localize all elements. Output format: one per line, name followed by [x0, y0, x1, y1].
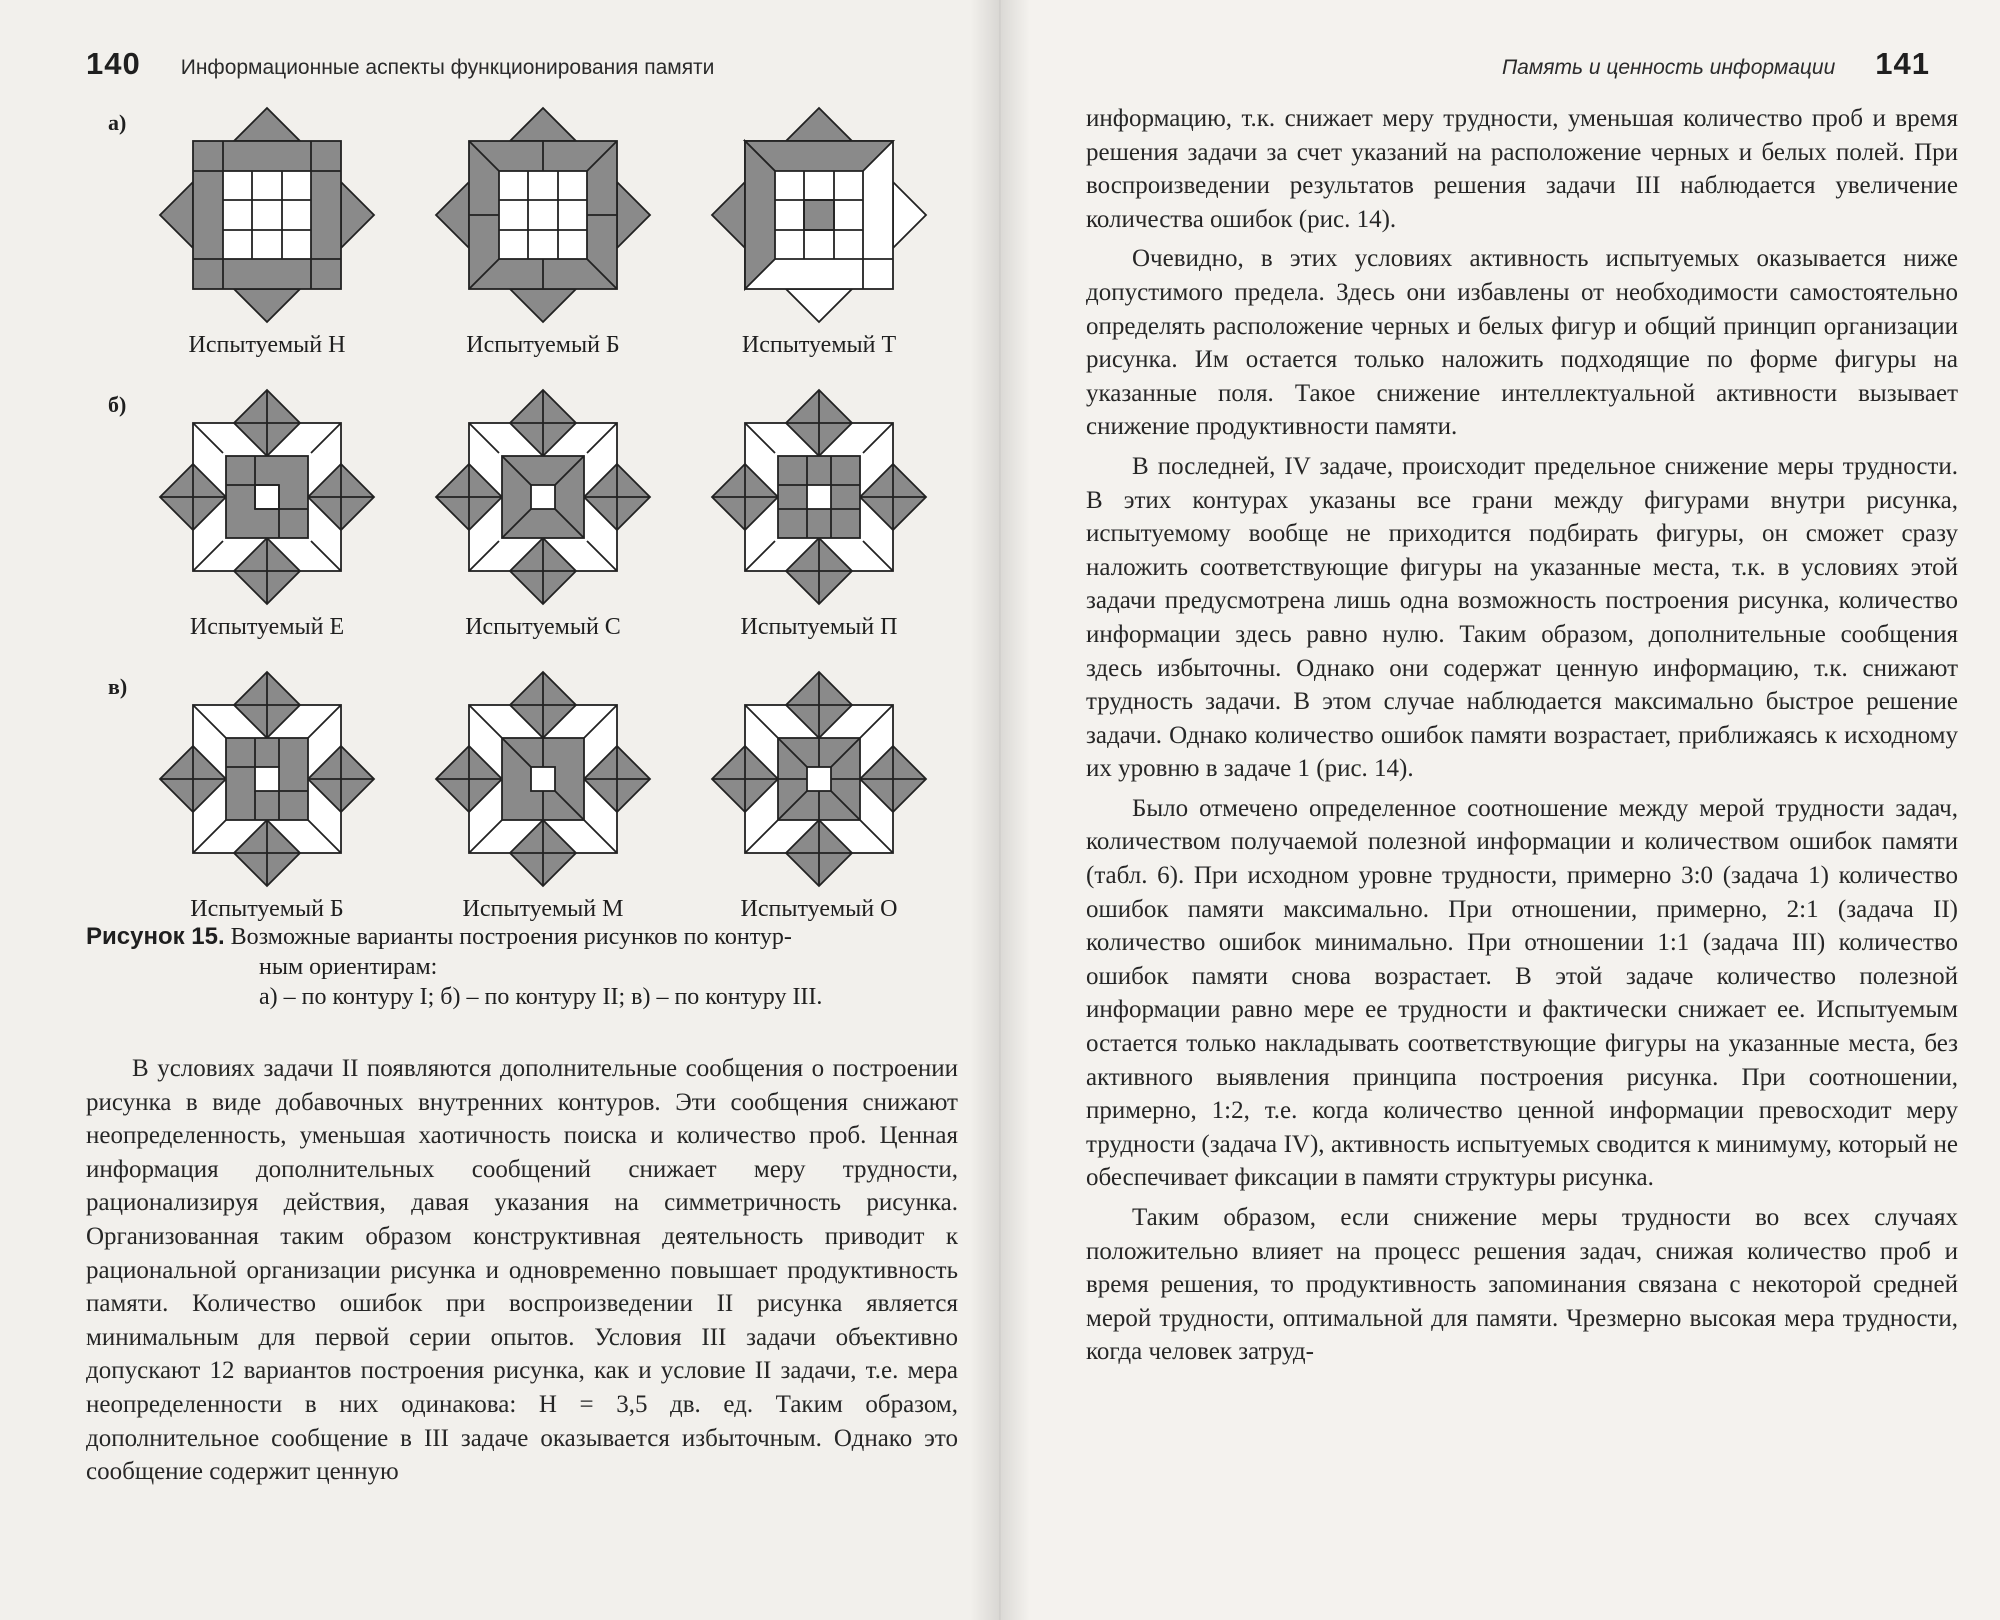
paragraph: Таким образом, если снижение меры трудности во всех случаях положительно влияет на процесс решения задач, снижая количество проб и время решения, то продуктивность запоминания связана с некоторой средней мерой трудности, оптимальной для памяти. Чрезмерно высокая мера трудности, когда человек затруд- [1086, 1204, 1958, 1366]
figure-item [152, 382, 382, 641]
pattern-drawing [428, 382, 658, 612]
pattern-drawing [152, 664, 382, 894]
subject-caption: Испытуемый О [740, 896, 898, 922]
figure-row-c [86, 664, 946, 946]
right-running-title: Память и ценность информации [1501, 56, 1836, 79]
figure-caption-line2: ным ориентирам: [259, 954, 438, 980]
right-running-head [1502, 46, 1930, 82]
pattern-drawing [704, 100, 934, 330]
figure-item [428, 664, 658, 923]
pattern-drawing [704, 664, 934, 894]
figure-item [704, 100, 934, 359]
subject-caption: Испытуемый П [740, 614, 898, 640]
left-running-head [86, 46, 714, 82]
figure-row-a [86, 100, 946, 382]
subject-caption: Испытуемый Н [188, 332, 346, 358]
pattern-drawing [704, 382, 934, 612]
pattern-drawing [152, 382, 382, 612]
figure-caption-line1: Возможные варианты построения рисунков по контур- [224, 924, 792, 950]
row-label: а) [108, 110, 127, 135]
figure-caption [86, 922, 946, 1012]
paragraph: В условиях задачи II появляются дополнительные сообщения о построении рисунка в виде добавочных внутренних контуров. Эти сообщения снижают неопределенность, уменьшая хаотичность поиска и количество проб. Ценная информация дополнительных сообщений снижает меру трудности, рационализируя действия, давая указания на симметричность рисунка. Организованная таким образом конструктивная деятельность приводит к рациональной организации рисунка и одновременно повышает продуктивность памяти. Количество ошибок при воспроизведении II рисунка является минимальным для первой серии опытов. Условия III задачи объективно допускают 12 вариантов построения рисунка, как и условие II задачи, т.е. мера неопределенности в них одинакова: H = 3,5 дв. ед. Таким образом, дополнительное сообщение в III задаче оказывается избыточным. Однако это сообщение содержит ценную [86, 1055, 958, 1486]
paragraph: Было отмечено определенное соотношение между мерой трудности задач, количеством получаемой полезной информации и количеством ошибок памяти (табл. 6). При исходном уровне трудности, примерно 3:0 (задача 1) количество ошибок памяти максимально. При отношении, примерно, 2:1 (задача II) количество ошибок минимально. При отношении 1:1 (задача III) количество ошибок памяти снова возрастает. В этой задаче количество полезной информации равно мере ее трудности и фактически снижает ее. Испытуемым остается только накладывать соответствующие фигуры на указанные места, без активного выявления принципа построения рисунка. При соотношении, примерно, 1:2, т.е. когда количество ценной информации превосходит меру трудности (задача IV), активность испытуемых сводится к минимуму, который не обеспечивает фиксации в памяти структуры рисунка. [1086, 794, 1958, 1192]
left-page-number: 140 [86, 46, 141, 81]
left-running-title: Информационные аспекты функционирования памяти [180, 56, 715, 79]
paragraph: информацию, т.к. снижает меру трудности, уменьшая количество проб и время решения задачи за счет указаний на расположение черных и белых полей. При воспроизведении результатов решения задачи III наблюдается увеличение количества ошибок (рис. 14). [1086, 105, 1958, 233]
figure-item [704, 664, 934, 923]
pattern-drawing [428, 100, 658, 330]
paragraph: Очевидно, в этих условиях активность испытуемых оказывается ниже допустимого предела. Здесь они избавлены от необходимости самостоятельно определять расположение черных и белых фигур и общий принцип организации рисунка. Им остается только наложить подходящие по форме фигуры на указанные поля. Такое снижение интеллектуальной активности вызывает снижение продуктивности памяти. [1086, 245, 1958, 441]
subject-caption: Испытуемый Е [189, 614, 345, 640]
figure-row-b [86, 382, 946, 664]
pattern-drawing [428, 664, 658, 894]
right-page-number: 141 [1875, 46, 1930, 81]
figure-15 [86, 100, 946, 946]
subject-caption: Испытуемый Б [190, 896, 344, 922]
row-label: б) [108, 392, 127, 417]
figure-item [428, 382, 658, 641]
subject-caption: Испытуемый Б [466, 332, 620, 358]
figure-caption-line3: а) – по контуру I; б) – по контуру II; в) – по контуру III. [259, 984, 823, 1010]
row-label: в) [108, 674, 128, 699]
pattern-drawing [152, 100, 382, 330]
subject-caption: Испытуемый Т [741, 332, 897, 358]
paragraph: В последней, IV задаче, происходит предельное снижение меры трудности. В этих контурах указаны все грани между фигурами внутри рисунка, испытуемому вообще не приходится подбирать фигуры, он сможет сразу наложить соответствующие фигуры на указанные места, т.к. в условиях этой задачи предусмотрена лишь одна возможность построения рисунка, количество информации здесь равно нулю. Таким образом, дополнительные сообщения здесь избыточны. Однако они содержат ценную информацию, т.к. снижают трудность задачи. В этом случае наблюдается максимально быстрое решение задачи. Однако количество ошибок памяти возрастает, приближаясь к исходному их уровню в задаче 1 (рис. 14). [1086, 452, 1958, 783]
left-body-text [86, 1052, 958, 1495]
figure-item [152, 100, 382, 359]
figure-item [704, 382, 934, 641]
figure-item [152, 664, 382, 923]
figure-item [428, 100, 658, 359]
subject-caption: Испытуемый М [462, 896, 624, 922]
right-body-text [1086, 102, 1958, 1375]
subject-caption: Испытуемый С [465, 614, 621, 640]
figure-caption-label: Рисунок 15. [86, 923, 225, 950]
right-page [1000, 0, 2000, 1620]
